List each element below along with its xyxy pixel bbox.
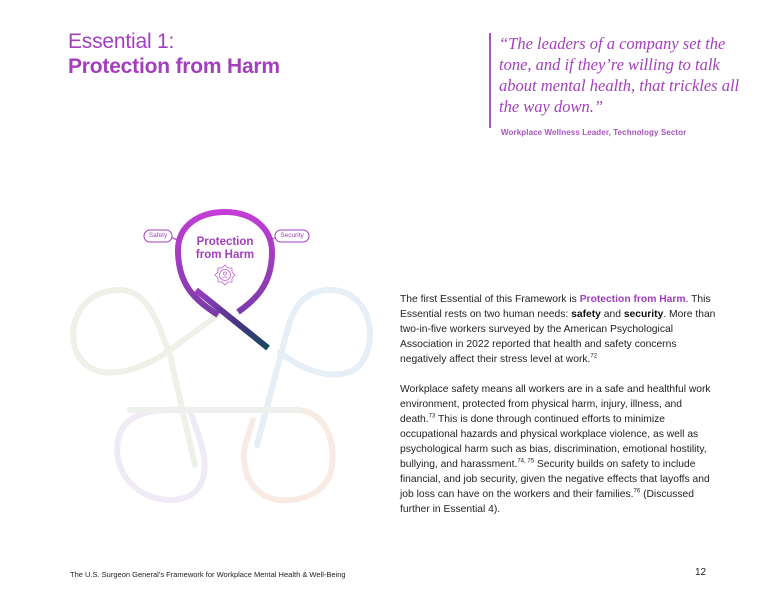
protection-ribbon [178, 212, 272, 348]
essential-number: Essential 1: [68, 30, 175, 53]
page-title: Protection from Harm [68, 55, 280, 78]
page-number: 12 [695, 567, 707, 578]
quote-attribution: Workplace Wellness Leader, Technology Sector [501, 128, 687, 137]
person-badge-icon [215, 265, 235, 285]
footnote-ref: 72 [590, 353, 598, 360]
paragraph-1: The first Essential of this Framework is Protection from Harm. This Essential rests on two human needs: safety and security. More than two-in-five workers surveyed by the American Psychological Association in 2022 reported that health and safety concerns negatively affect their stress level at work.$^{72}$ [400, 294, 716, 365]
footnote-ref: 76 [633, 488, 641, 495]
diagram-center-label [182, 236, 268, 262]
center-label-line1: Protection [196, 236, 254, 248]
quote-text: “The leaders of a company set the tone, and if they’re willing to talk about mental health, that trickles all the way down.” [499, 34, 740, 116]
bold-security: security [623, 309, 664, 320]
five-essentials-diagram [0, 0, 380, 560]
pill-safety-label: Safety [148, 232, 168, 239]
footnote-ref: 73 [428, 413, 436, 420]
background-loops [73, 290, 370, 500]
loop-green [73, 290, 218, 465]
highlight-essential-name: Protection from Harm [579, 294, 686, 305]
body-text [400, 292, 720, 532]
footnote-ref: 74, 75 [517, 458, 535, 465]
loop-blue [257, 290, 370, 445]
footer-document-title: The U.S. Surgeon General’s Framework for Workplace Mental Health & Well-Being [70, 570, 346, 579]
bold-safety: safety [571, 309, 601, 320]
pill-security-label: Security [280, 232, 304, 239]
paragraph-2: Workplace safety means all workers are in a safe and healthful work environment, protected from physical harm, injury, illness, and death.$^{73}$ This is done through continued efforts to minimize occupational hazards and physical workplace violence, as well as psychological harm such as bias, discrimination, emotional hostility, bullying, and harassment.$^{74, 75}$ Security builds on safety to include financial, and job security, given the negative effects that layoffs and job loss can have on the workers and their families.$^{76}$ (Discussed further in Essential 4). [400, 384, 711, 515]
center-label-line2: from Harm [195, 249, 255, 261]
pull-quote [489, 33, 741, 137]
